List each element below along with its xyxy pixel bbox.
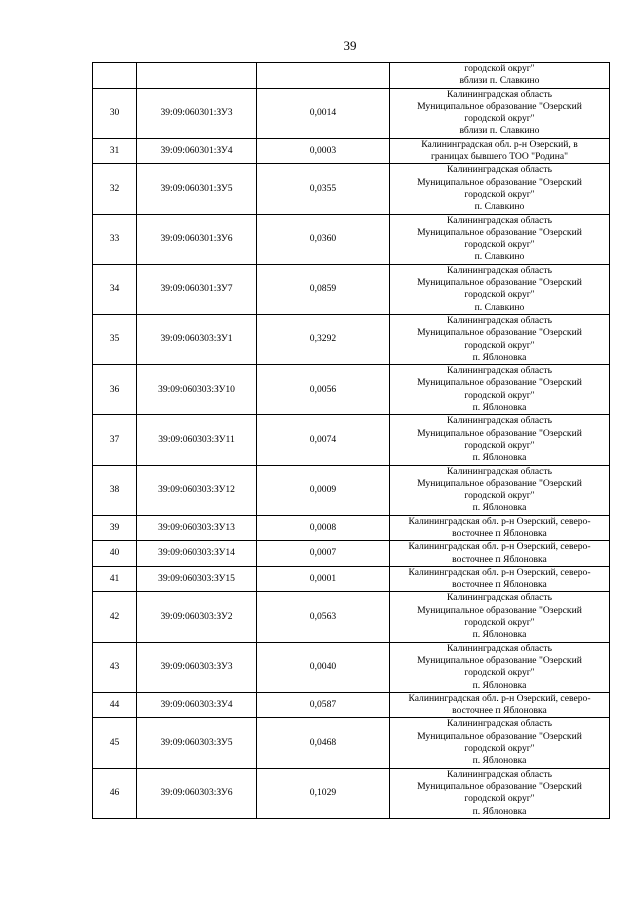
row-number-cell: 43: [93, 642, 137, 692]
area-cell: 0,0468: [257, 718, 390, 768]
area-cell: 0,0563: [257, 592, 390, 642]
cadastral-number-cell: 39:09:060303:ЗУ1: [137, 314, 257, 364]
cadastral-number-cell: 39:09:060301:ЗУ4: [137, 138, 257, 164]
location-cell: Калининградская область Муниципальное образование "Озерский городской округ" п. Яблоновка: [390, 465, 610, 515]
table-row: [93, 541, 610, 567]
land-plots-table: [92, 62, 610, 819]
cadastral-number-cell: 39:09:060303:ЗУ2: [137, 592, 257, 642]
table-row: [93, 768, 610, 818]
area-cell: 0,0008: [257, 515, 390, 541]
row-number-cell: [93, 63, 137, 89]
location-cell: городской округ" вблизи п. Славкино: [390, 63, 610, 89]
area-cell: [257, 63, 390, 89]
row-number-cell: 34: [93, 264, 137, 314]
cadastral-number-cell: 39:09:060303:ЗУ4: [137, 692, 257, 718]
area-cell: 0,0001: [257, 566, 390, 592]
area-cell: 0,0056: [257, 365, 390, 415]
cadastral-number-cell: 39:09:060301:ЗУ3: [137, 88, 257, 138]
cadastral-number-cell: 39:09:060303:ЗУ15: [137, 566, 257, 592]
table-row: [93, 642, 610, 692]
location-cell: Калининградская область Муниципальное образование "Озерский городской округ" п. Яблоновка: [390, 768, 610, 818]
table-row: [93, 164, 610, 214]
cadastral-number-cell: 39:09:060303:ЗУ5: [137, 718, 257, 768]
row-number-cell: 40: [93, 541, 137, 567]
location-cell: Калининградская обл. р-н Озерский, северо- восточнее п Яблоновка: [390, 566, 610, 592]
location-cell: Калининградская область Муниципальное образование "Озерский городской округ" п. Яблоновка: [390, 314, 610, 364]
area-cell: 0,0074: [257, 415, 390, 465]
location-cell: Калининградская обл. р-н Озерский, северо- восточнее п Яблоновка: [390, 515, 610, 541]
area-cell: 0,0003: [257, 138, 390, 164]
row-number-cell: 38: [93, 465, 137, 515]
row-number-cell: 30: [93, 88, 137, 138]
location-cell: Калининградская обл. р-н Озерский, северо- восточнее п Яблоновка: [390, 692, 610, 718]
row-number-cell: 33: [93, 214, 137, 264]
location-cell: Калининградская область Муниципальное образование "Озерский городской округ" п. Яблоновка: [390, 718, 610, 768]
area-cell: 0,0014: [257, 88, 390, 138]
location-cell: Калининградская область Муниципальное образование "Озерский городской округ" п. Яблоновка: [390, 642, 610, 692]
table-row: [93, 314, 610, 364]
location-cell: Калининградская обл. р-н Озерский, в границах бывшего ТОО "Родина": [390, 138, 610, 164]
table-row-continuation: [93, 63, 610, 89]
cadastral-number-cell: 39:09:060303:ЗУ6: [137, 768, 257, 818]
row-number-cell: 41: [93, 566, 137, 592]
table-row: [93, 515, 610, 541]
location-cell: Калининградская область Муниципальное образование "Озерский городской округ" п. Яблоновка: [390, 592, 610, 642]
cadastral-number-cell: 39:09:060301:ЗУ6: [137, 214, 257, 264]
row-number-cell: 44: [93, 692, 137, 718]
area-cell: 0,0040: [257, 642, 390, 692]
row-number-cell: 31: [93, 138, 137, 164]
table-row: [93, 692, 610, 718]
location-cell: Калининградская область Муниципальное образование "Озерский городской округ" п. Славкино: [390, 164, 610, 214]
page-number: 39: [343, 38, 357, 53]
table-row: [93, 365, 610, 415]
location-cell: Калининградская область Муниципальное образование "Озерский городской округ" п. Яблоновка: [390, 415, 610, 465]
area-cell: 0,0009: [257, 465, 390, 515]
table-row: [93, 264, 610, 314]
table-row: [93, 566, 610, 592]
location-cell: Калининградская область Муниципальное образование "Озерский городской округ" п. Славкино: [390, 264, 610, 314]
cadastral-number-cell: 39:09:060303:ЗУ14: [137, 541, 257, 567]
cadastral-number-cell: 39:09:060303:ЗУ13: [137, 515, 257, 541]
row-number-cell: 46: [93, 768, 137, 818]
table-row: [93, 138, 610, 164]
row-number-cell: 39: [93, 515, 137, 541]
area-cell: 0,0355: [257, 164, 390, 214]
row-number-cell: 37: [93, 415, 137, 465]
area-cell: 0,0859: [257, 264, 390, 314]
cadastral-number-cell: 39:09:060303:ЗУ11: [137, 415, 257, 465]
location-cell: Калининградская область Муниципальное образование "Озерский городской округ" п. Яблоновка: [390, 365, 610, 415]
table-body: [93, 63, 610, 819]
area-cell: 0,0587: [257, 692, 390, 718]
table-row: [93, 214, 610, 264]
area-cell: 0,0007: [257, 541, 390, 567]
table-row: [93, 88, 610, 138]
row-number-cell: 35: [93, 314, 137, 364]
table-row: [93, 718, 610, 768]
table-row: [93, 415, 610, 465]
location-cell: Калининградская обл. р-н Озерский, северо- восточнее п Яблоновка: [390, 541, 610, 567]
cadastral-number-cell: 39:09:060301:ЗУ5: [137, 164, 257, 214]
cadastral-number-cell: 39:09:060303:ЗУ3: [137, 642, 257, 692]
table-row: [93, 592, 610, 642]
cadastral-number-cell: [137, 63, 257, 89]
location-cell: Калининградская область Муниципальное образование "Озерский городской округ" п. Славкино: [390, 214, 610, 264]
row-number-cell: 42: [93, 592, 137, 642]
area-cell: 0,1029: [257, 768, 390, 818]
table-row: [93, 465, 610, 515]
cadastral-number-cell: 39:09:060303:ЗУ10: [137, 365, 257, 415]
cadastral-number-cell: 39:09:060301:ЗУ7: [137, 264, 257, 314]
row-number-cell: 45: [93, 718, 137, 768]
cadastral-number-cell: 39:09:060303:ЗУ12: [137, 465, 257, 515]
row-number-cell: 36: [93, 365, 137, 415]
area-cell: 0,3292: [257, 314, 390, 364]
location-cell: Калининградская область Муниципальное образование "Озерский городской округ" вблизи п. Славкино: [390, 88, 610, 138]
row-number-cell: 32: [93, 164, 137, 214]
area-cell: 0,0360: [257, 214, 390, 264]
